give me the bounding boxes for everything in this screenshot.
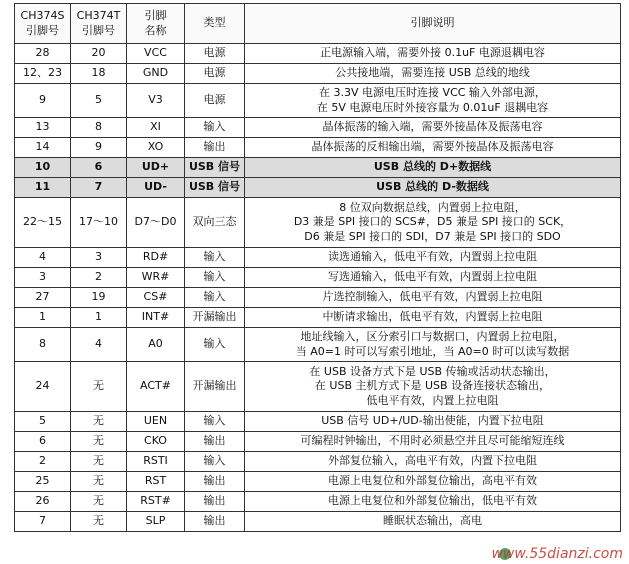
table-row [15,248,621,268]
cell-pin-name: UEN [127,412,185,432]
description-line: 外部复位输入，高电平有效，内置下拉电阻 [328,454,537,468]
cell-pin-name: RST [127,472,185,492]
cell-ch374t-pin: 无 [71,472,127,492]
cell-type: USB 信号 [185,158,245,178]
table-row [15,452,621,472]
cell-type: 输出 [185,472,245,492]
cell-ch374t-pin: 18 [71,64,127,84]
cell-ch374s-pin: 5 [15,412,71,432]
cell-description [245,432,621,452]
cell-ch374t-pin: 8 [71,118,127,138]
cell-pin-name: D7～D0 [127,198,185,248]
header-pin-name: 引脚 名称 [127,4,185,44]
header-type: 类型 [185,4,245,44]
cell-pin-name: RD# [127,248,185,268]
table-row [15,432,621,452]
cell-ch374s-pin: 13 [15,118,71,138]
cell-ch374s-pin: 22～15 [15,198,71,248]
table-row [15,472,621,492]
description-line: 在 3.3V 电源电压时连接 VCC 输入外部电源， [319,86,546,100]
table-row [15,362,621,412]
cell-ch374s-pin: 11 [15,178,71,198]
table-row [15,178,621,198]
cell-description [245,362,621,412]
cell-description [245,288,621,308]
cell-ch374s-pin: 28 [15,44,71,64]
description-line: 可编程时钟输出，不用时必须悬空并且尽可能缩短连线 [300,434,565,448]
cell-ch374t-pin: 17～10 [71,198,127,248]
cell-type: 输出 [185,138,245,158]
cell-description [245,452,621,472]
cell-ch374t-pin: 7 [71,178,127,198]
table-row [15,328,621,362]
table-row [15,308,621,328]
description-line: 正电源输入端，需要外接 0.1uF 电源退耦电容 [320,46,545,60]
description-line: USB 总线的 D-数据线 [376,180,489,194]
cell-ch374t-pin: 5 [71,84,127,118]
description-line: 中断请求输出，低电平有效，内置弱上拉电阻 [322,310,543,324]
cell-type: 输入 [185,248,245,268]
cell-description [245,268,621,288]
table-row [15,158,621,178]
header-ch374s: CH374S 引脚号 [15,4,71,44]
cell-pin-name: WR# [127,268,185,288]
cell-pin-name: RSTI [127,452,185,472]
cell-ch374s-pin: 25 [15,472,71,492]
cell-type: 输入 [185,328,245,362]
cell-type: 输入 [185,288,245,308]
cell-ch374t-pin: 无 [71,362,127,412]
table-row [15,84,621,118]
cell-type: 电源 [185,44,245,64]
cell-description [245,118,621,138]
description-line: 低电平有效，内置上拉电阻 [366,393,499,407]
description-line: 写选通输入，低电平有效，内置弱上拉电阻 [328,270,537,284]
cell-ch374s-pin: 12、23 [15,64,71,84]
cell-ch374s-pin: 24 [15,362,71,412]
cell-type: 输入 [185,118,245,138]
cell-ch374s-pin: 4 [15,248,71,268]
cell-type: 输入 [185,268,245,288]
cell-pin-name: XI [127,118,185,138]
description-line: D3 兼是 SPI 接口的 SCS#，D5 兼是 SPI 接口的 SCK， [293,215,572,229]
table-row [15,138,621,158]
cell-pin-name: V3 [127,84,185,118]
cell-type: 开漏输出 [185,308,245,328]
cell-description [245,158,621,178]
cell-ch374t-pin: 1 [71,308,127,328]
cell-ch374t-pin: 6 [71,158,127,178]
description-line: 片选控制输入，低电平有效，内置弱上拉电阻 [322,290,543,304]
cell-ch374t-pin: 2 [71,268,127,288]
watermark: www.55dianzi.com [491,546,623,562]
cell-ch374s-pin: 6 [15,432,71,452]
description-line: 晶体振荡的反相输出端，需要外接晶体及振荡电容 [311,140,554,154]
description-line: 地址线输入，区分索引口与数据口，内置弱上拉电阻， [300,330,565,344]
cell-ch374t-pin: 无 [71,452,127,472]
cell-ch374t-pin: 无 [71,512,127,532]
table-row [15,64,621,84]
cell-ch374s-pin: 27 [15,288,71,308]
description-line: D6 兼是 SPI 接口的 SDI，D7 兼是 SPI 接口的 SDO [304,229,561,243]
table-row [15,412,621,432]
cell-description [245,248,621,268]
cell-pin-name: CS# [127,288,185,308]
cell-type: 输入 [185,412,245,432]
cell-description [245,64,621,84]
cell-pin-name: SLP [127,512,185,532]
cell-description [245,178,621,198]
cell-description [245,472,621,492]
cell-ch374t-pin: 19 [71,288,127,308]
cell-ch374s-pin: 2 [15,452,71,472]
cell-description [245,328,621,362]
header-row [15,4,621,44]
cell-ch374s-pin: 7 [15,512,71,532]
cell-description [245,512,621,532]
cell-pin-name: INT# [127,308,185,328]
cell-type: 电源 [185,64,245,84]
cell-ch374s-pin: 1 [15,308,71,328]
cell-ch374t-pin: 3 [71,248,127,268]
header-ch374t: CH374T 引脚号 [71,4,127,44]
cell-ch374t-pin: 无 [71,432,127,452]
cell-ch374s-pin: 26 [15,492,71,512]
table-row [15,512,621,532]
description-line: 公共接地端，需要连接 USB 总线的地线 [335,66,530,80]
cell-type: 输出 [185,492,245,512]
cell-description [245,492,621,512]
cell-pin-name: CKO [127,432,185,452]
cell-pin-name: UD+ [127,158,185,178]
cell-ch374t-pin: 20 [71,44,127,64]
cell-type: 电源 [185,84,245,118]
cell-pin-name: UD- [127,178,185,198]
description-line: 睡眠状态输出，高电 [383,514,482,528]
table-row [15,492,621,512]
description-line: 电源上电复位和外部复位输出，低电平有效 [328,494,537,508]
cell-pin-name: A0 [127,328,185,362]
description-line: USB 总线的 D+数据线 [373,160,492,174]
cell-type: 双向三态 [185,198,245,248]
description-line: 当 A0=1 时可以写索引地址，当 A0=0 时可以读写数据 [295,344,570,358]
table-row [15,268,621,288]
cell-type: 输出 [185,432,245,452]
cell-type: USB 信号 [185,178,245,198]
description-line: 读选通输入，低电平有效，内置弱上拉电阻 [328,250,537,264]
table-row [15,118,621,138]
cell-description [245,44,621,64]
table-row [15,288,621,308]
cell-description [245,412,621,432]
description-line: 在 USB 设备方式下是 USB 传输或活动状态输出， [309,365,556,379]
cell-pin-name: XO [127,138,185,158]
description-line: 在 5V 电源电压时外接容量为 0.01uF 退耦电容 [316,100,549,114]
cell-description [245,308,621,328]
description-line: 8 位双向数据总线，内置弱上拉电阻， [339,201,526,215]
cell-ch374s-pin: 10 [15,158,71,178]
cell-type: 开漏输出 [185,362,245,412]
cell-description [245,138,621,158]
pin-table [14,3,621,532]
cell-description [245,84,621,118]
cell-ch374s-pin: 9 [15,84,71,118]
cell-ch374s-pin: 14 [15,138,71,158]
cell-pin-name: GND [127,64,185,84]
cell-description [245,198,621,248]
table-row [15,198,621,248]
header-description: 引脚说明 [245,4,621,44]
cell-type: 输出 [185,512,245,532]
cell-ch374s-pin: 3 [15,268,71,288]
cell-ch374s-pin: 8 [15,328,71,362]
cell-ch374t-pin: 4 [71,328,127,362]
description-line: USB 信号 UD+/UD-输出使能，内置下拉电阻 [321,414,544,428]
cell-ch374t-pin: 9 [71,138,127,158]
cell-pin-name: VCC [127,44,185,64]
cell-ch374t-pin: 无 [71,492,127,512]
cell-type: 输入 [185,452,245,472]
table-row [15,44,621,64]
cell-ch374t-pin: 无 [71,412,127,432]
description-line: 电源上电复位和外部复位输出，高电平有效 [328,474,537,488]
description-line: 晶体振荡的输入端，需要外接晶体及振荡电容 [322,120,543,134]
cell-pin-name: ACT# [127,362,185,412]
description-line: 在 USB 主机方式下是 USB 设备连接状态输出， [314,379,551,393]
cell-pin-name: RST# [127,492,185,512]
